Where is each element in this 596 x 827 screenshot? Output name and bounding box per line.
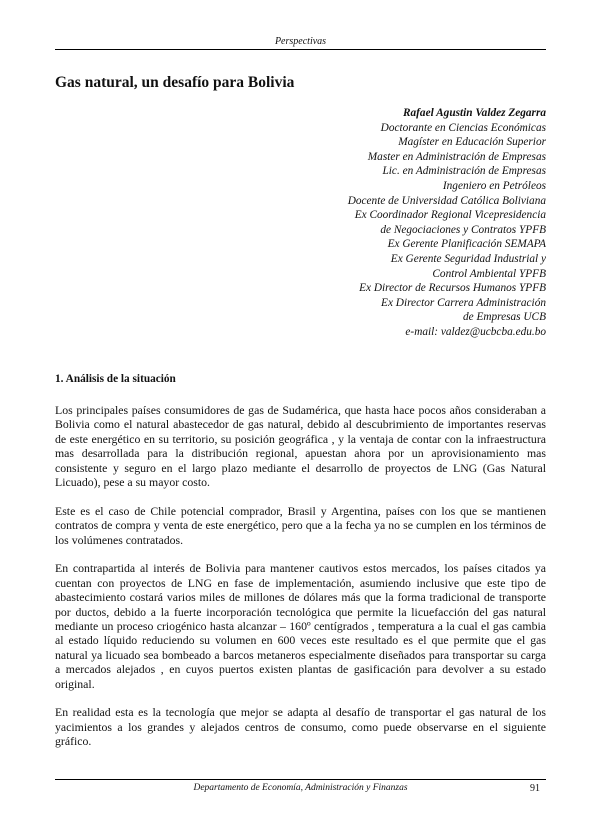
- paragraph: En contrapartida al interés de Bolivia para mantener cautivos estos mercados, los países citados ya cuentan con proyectos de LNG en fase de implementación, asumiendo inclusive que este tipo de abastecimiento costará varios miles de millones de dólares más que la forma tradicional de transporte por ductos, debido a la fuerte incorporación tecnológica que permite la licuefacción del gas natural mediante un proceso criogénico hasta alcanzar – 160º centígrados , temperatura a la cual el gas cambia al estado líquido reduciendo su volumen en 600 veces este resultado es el que permite que el gas natural ya licuado sea bombeado a barcos metaneros especialmente diseñados para transportar su carga a mercados alejados , en cuyos puertos existen plantas de gasificación para devolver a su estado original.: [55, 561, 546, 691]
- section-heading: 1. Análisis de la situación: [55, 373, 176, 385]
- article-title: Gas natural, un desafío para Bolivia: [55, 74, 295, 91]
- header-rule: [55, 49, 546, 50]
- author-credential: Master en Administración de Empresas: [367, 150, 546, 163]
- author-credential: de Negociaciones y Contratos YPFB: [380, 223, 546, 236]
- author-credential: de Empresas UCB: [462, 311, 546, 324]
- author-credential: Ex Coordinador Regional Vicepresidencia: [354, 209, 546, 222]
- author-credential: Doctorante en Ciencias Económicas: [380, 121, 546, 134]
- author-credential: Ex Gerente Planificación SEMAPA: [387, 238, 546, 251]
- footer-rule: [55, 779, 546, 780]
- author-email: e-mail: valdez@ucbcba.edu.bo: [405, 325, 546, 338]
- author-credential: Ex Director Carrera Administración: [381, 296, 546, 309]
- author-credential: Lic. en Administración de Empresas: [382, 165, 546, 178]
- author-credential: Ingeniero en Petróleos: [442, 179, 546, 192]
- footer-department: Departamento de Economía, Administración y Finanzas: [193, 783, 408, 793]
- author-credential: Docente de Universidad Católica Boliviana: [347, 194, 546, 207]
- author-name: Rafael Agustin Valdez Zegarra: [402, 107, 546, 119]
- running-header: Perspectivas: [274, 36, 327, 47]
- paragraph: En realidad esta es la tecnología que mejor se adapta al desafío de transportar el gas natural de los yacimientos a los grandes y alejados centros de consumo, como puede observarse en el siguiente gráfico.: [55, 705, 546, 749]
- article-body: [55, 403, 546, 763]
- author-credential: Ex Gerente Seguridad Industrial y: [390, 252, 546, 265]
- paragraph: Este es el caso de Chile potencial comprador, Brasil y Argentina, países con los que se mantienen contratos de compra y venta de este energético, pero que a la fecha ya no se cumplen en los términos de los volúmenes contratados.: [55, 503, 546, 547]
- page-number: 91: [530, 783, 540, 794]
- author-credential: Control Ambiental YPFB: [432, 267, 546, 280]
- paragraph: Los principales países consumidores de gas de Sudamérica, que hasta hace pocos años consideraban a Bolivia como el natural abastecedor de gas natural, debido al descubrimiento de importantes reservas de este energético en su territorio, su posición geográfica , y la ventaja de contar con la infraestructura mas desarrollada para la distribución regional, apuestan ahora por un aprovisionamiento mas consistente y seguro en el largo plazo mediante el desarrollo de proyectos de LNG (Gas Natural Licuado), pese a su mayor costo.: [55, 403, 546, 490]
- author-block: [146, 106, 546, 340]
- author-credential: Magíster en Educación Superior: [398, 136, 546, 149]
- author-credential: Ex Director de Recursos Humanos YPFB: [359, 282, 546, 295]
